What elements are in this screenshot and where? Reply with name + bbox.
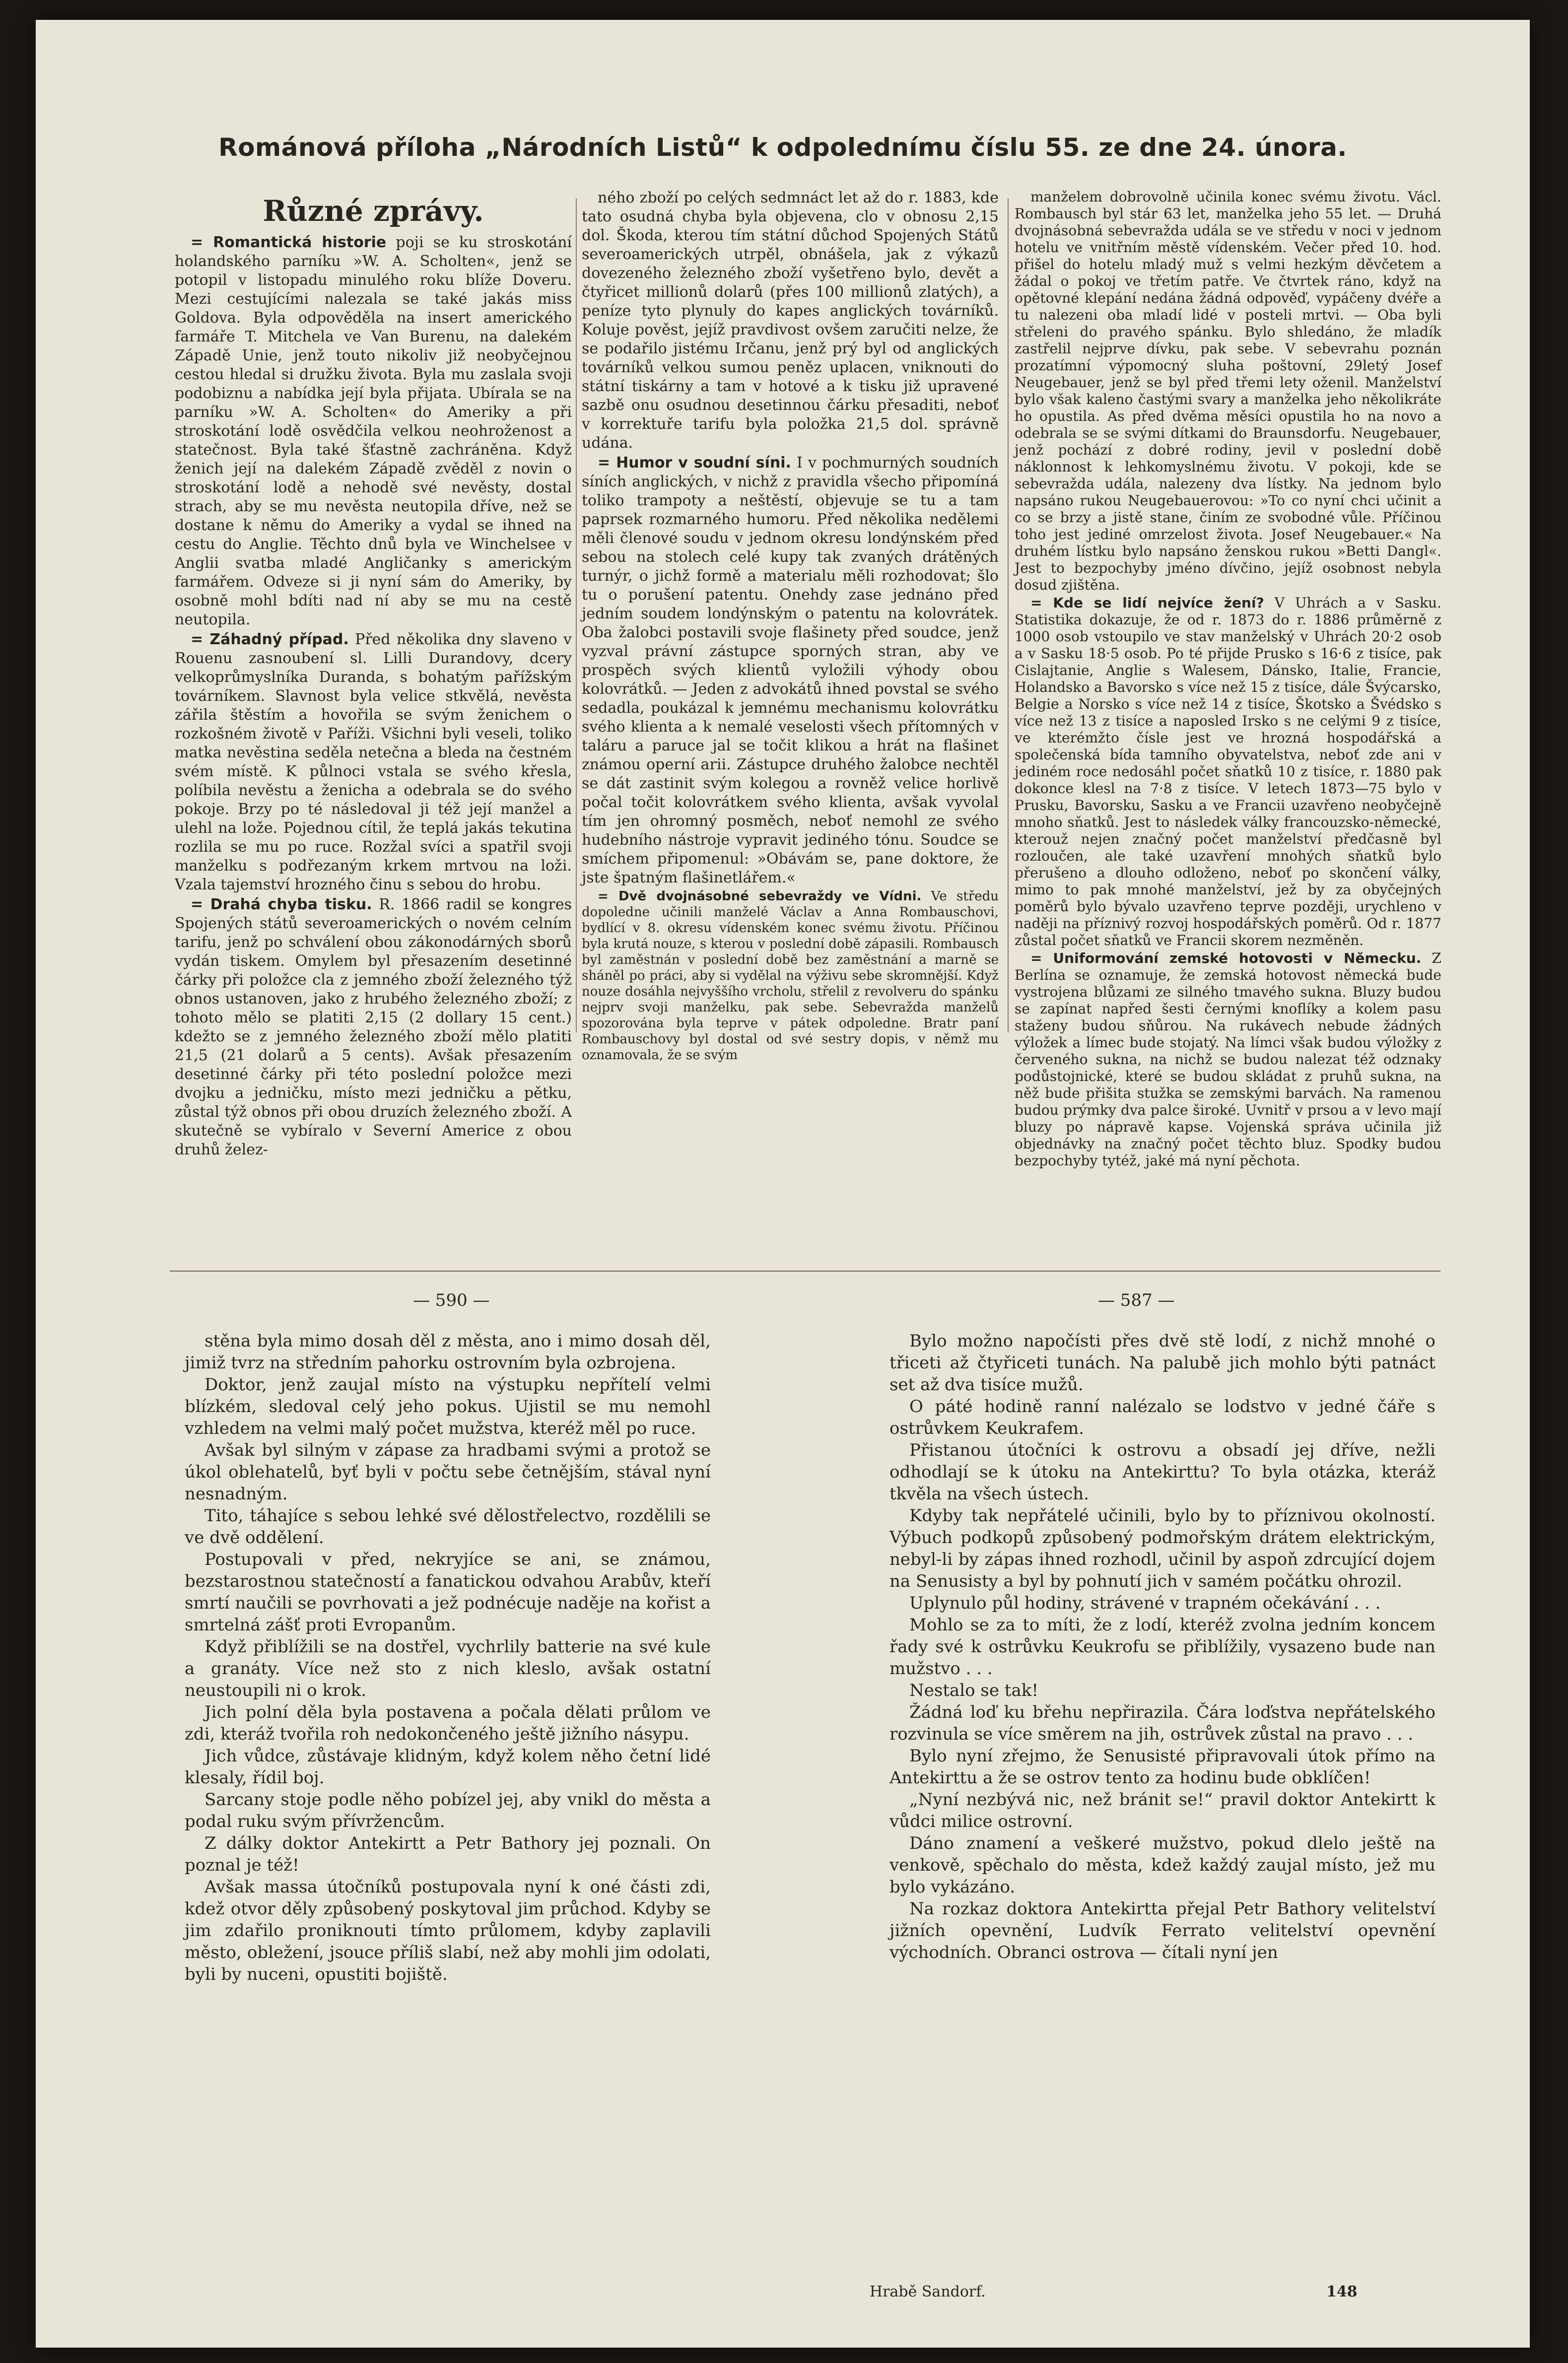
novel-paragraph: Avšak byl silným v zápase za hradbami svými a protož se úkol oblehatelů, byť byli v počtu sebe četnějším, stával nyní nesnadným. (185, 1440, 711, 1504)
novel-paragraph: Bylo možno napočísti přes dvě stě lodí, z nichž mnohé o třiceti až čtyřiceti tunách. Na palubě jich mohlo býti patnáct set až dva tisíce mužů. (889, 1331, 1435, 1395)
article-text: poji se ku stroskotání holandského parníku »W. A. Scholten«, jenž se potopil v listopadu minulého roku blíže Doveru. Mezi cestujícími nalezala se také jakás miss Goldova. Byla odpověděla na insert amerického farmáře T. Mitchela ve Van Burenu, na dalekém Západě Unie, jenž touto nikoliv již neobyčejnou cestou hledal si družku života. Byla mu zaslala svoji podobiznu a nabídka její byla přijata. Ubírala se na parníku »W. A. Scholten« do Ameriky a při stroskotání lodě osvědčila velkou neohroženost a statečnost. Byla také šťastně zachráněna. Když ženich její na dalekém Západě zvěděl z novin o stroskotání lodě a nehodě své nevěsty, dostal strach, aby se mu nevěsta neutopila dříve, než se dostane k němu do Ameriky a vydal se ihned na cestu do Anglie. Těchto dnů byla ve Winchelsee v Anglii svatba mladé Angličanky s americkým farmářem. Odveze si ji nyní sám do Ameriky, by osobně mohl bdíti nad ní aby se mu na cestě neutopila. (175, 234, 572, 628)
article-heading: = Kde se lidí nejvíce žení? (1030, 595, 1264, 611)
article-heading: = Drahá chyba tisku. (191, 896, 372, 913)
column-1 (175, 189, 572, 1160)
novel-paragraph: Jich polní děla byla postavena a počala dělati průlom ve zdi, kteráž tvořila roh nedokončeného ještě jižního násypu. (185, 1702, 711, 1744)
article-text: Ve středu dopoledne učinili manželé Václav a Anna Rombauschovi, bydlící v 8. okresu vídenském konec svému životu. Příčinou byla krutá nouze, s kterou v poslední době zápasili. Rombausch byl zaměstnán v poslední době bez zaměstnání a marně se sháněl po práci, aby si vydělal na výživu sebe skromnější. Když nouze dosáhla nejvyššího vrcholu, střelil z revolveru do spánku nejprv svoji manželku, pak sebe. Sebevražda manželů spozorována byla teprve v pátek odpoledne. Bratr paní Rombauschovy byl dostal od své sestry dopis, v němž mu oznamovala, že se svým (582, 889, 999, 1063)
novel-paragraph: Jich vůdce, zůstávaje klidným, když kolem něho četní lidé klesaly, řídil boj. (185, 1746, 711, 1788)
article-paragraph (175, 895, 572, 1159)
article-text: I v pochmurných soudních síních anglických, v nichž z pravidla všecho připomíná toliko trampoty a neštěstí, objevuje se tu a tam paprsek rozmarného humoru. Před několika nedělemi měli členové soudu v jednom okresu londýnském před sebou na stolech celé kupy tak zvaných drátěných turnýr, o jichž formě a materialu měli rozhodovat; šlo tu o porušení patentu. Onehdy zase jednáno před jedním soudem londýnským o patentu na kolovrátek. Oba žalobci postavili svoje flašinety před soudce, jenž vyzval právní zástupce sporných stran, aby ve prospěch svých klientů vyložili výhody obou kolovrátků. — Jeden z advokátů ihned povstal se svého sedadla, poukázal k jemnému mechanismu kolovrátku svého klienta a k nemalé veselosti všech přítomných v taláru a paruce jal se točit klikou a hrát na flašinet známou operní arii. Zástupce druhého žalobce nechtěl se dát zastinit svým kolegou a rovněž velice horlivě počal točit kolovrátkem svého klienta, avšak vyvolal tím jen ohromný posměch, neboť nemohl ze svého hudebního nástroje vypravit jediného tónu. Soudce se smíchem připomenul: »Obávám se, pane doktore, že jste špatným flašinetlářem.« (582, 454, 999, 886)
column-1-text (175, 233, 572, 1159)
article-paragraph (175, 630, 572, 894)
novel-paragraph: Uplynulo půl hodiny, strávené v trapném očekávání . . . (909, 1593, 1381, 1613)
footer-title: Hrabě Sandorf. (870, 2283, 986, 2300)
article-paragraph (1015, 950, 1441, 1169)
article-heading: = Humor v soudní síni. (598, 454, 791, 472)
folio-left: — 590 — (413, 1290, 490, 1310)
newspaper-page (36, 20, 1530, 2348)
novel-paragraph: Kdyby tak nepřátelé učinili, bylo by to příznivou okolností. Výbuch podkopů způsobený podmořským drátem elektrickým, nebyl-li by zápas ihned rozhodl, učinil by aspoň zdrcující dojem na Senusisty a byl by pohnutí jich v samém počátku ohrozil. (889, 1506, 1435, 1591)
column-3-text (1015, 189, 1441, 1169)
article-paragraph (175, 233, 572, 629)
column-3 (1015, 189, 1441, 1170)
article-text: ného zboží po celých sedmnáct let až do r. 1883, kde tato osudná chyba byla objevena, clo v obnosu 2,15 dol. Škoda, kterou tím státní důchod Spojených Států severoamerických utrpěl, obnášela, jak z výkazů dovezeného železného zboží vyšetřeno bylo, devět a čtyřicet millionů dolarů (přes 100 millionů zlatých), a peníze tyto plynuly do kapes anglických továrníků. Koluje pověst, jejíž pravdivost ovšem zaručiti nelze, že se podařilo jistému Irčanu, jenž prý byl od anglických továrníků velkou sumou peněz uplacen, vniknouti do státní tiskárny a tam v hotové a k tisku již upravené sazbě onu osudnou desetinnou čárku přesaditi, neboť v korrektuře tarifu byla položka 21,5 dol. správně udána. (582, 189, 999, 452)
column-title: Různé zprávy. (263, 194, 484, 228)
novel-paragraph: Bylo nyní zřejmo, že Senusisté připravovali útok přímo na Antekirttu a že se ostrov tento za hodinu bude obklíčen! (889, 1746, 1435, 1788)
novel-paragraph: „Nyní nezbývá nic, než bránit se!“ pravil doktor Antekirtt k vůdci milice ostrovní. (889, 1790, 1435, 1831)
article-text: Před několika dny slaveno v Rouenu zasnoubení sl. Lilli Durandovy, dcery velkoprůmyslníka Duranda, s bohatým pařížským továrníkem. Slavnost byla velice stkvělá, nevěsta zářila štěstím a hovořila se svým ženichem o rozkošném životě v Paříži. Všichni byli veseli, toliko matka nevěstina seděla netečna a bleda na čestném svém místě. K půlnoci vstala se svého křesla, políbila nevěstu a ženicha a odebrala se do svého pokoje. Brzy po té následoval ji též její manžel a ulehl na lože. Pojednou cítil, že teplá jakás tekutina rozlila se mu po ruce. Rozžal svíci a spatřil svoji manželku s podřezaným krkem mrtvou na loži. Vzala tajemství hrozného činu s sebou do hrobu. (175, 631, 572, 893)
column-2 (582, 189, 999, 1064)
article-text: R. 1866 radil se kongres Spojených států severoamerických o novém celním tarifu, jenž po schválení obou zákonodárných sborů vydán tiskem. Omylem byl přesazením desetinné čárky při položce cla z jemného zboží železného týž obnos ustanoven, jako z hrubého železného zboží; z tohoto mělo se platiti 2,15 (2 dollary 15 cent.) kdežto se z jemného železného zboží mělo platiti 21,5 (21 dolarů a 5 cents). Avšak přesazením desetinné čárky při této poslední položce mezi dvojku a jedničku, místo mezi jedničku a pětku, zůstal týž obnos při obou druzích železného zboží. A skutečně se vybíralo v Severní Americe z obou druhů želez- (175, 896, 572, 1158)
article-heading: = Uniformování zemské hotovosti v Německu. (1030, 950, 1422, 966)
novel-paragraph: Žádná loď ku břehu nepřirazila. Čára loďstva nepřátelského rozvinula se více směrem na jih, ostrůvek zůstal na pravo . . . (889, 1702, 1435, 1744)
novel-paragraph: Přistanou útočníci k ostrovu a obsadí jej dříve, nežli odhodlají se k útoku na Antekirttu? To byla otázka, kteráž tkvěla na všech ústech. (889, 1440, 1435, 1504)
article-paragraph (1015, 189, 1441, 594)
novel-right-page (889, 1330, 1435, 1963)
novel-paragraph: Na rozkaz doktora Antekirtta přejal Petr Bathory velitelství jižních opevnění, Ludvík Ferrato velitelství opevnění východních. Obranci ostrova — čítali nyní jen (889, 1899, 1435, 1962)
article-paragraph (1015, 595, 1441, 949)
novel-paragraph: Avšak massa útočníků postupovala nyní k oné části zdi, kdež otvor děly způsobený poskytoval jim průchod. Kdyby se jim zdařilo proniknouti tímto průlomem, kdyby zaplavili město, obležení, jsouce příliš slabí, než aby mohli jim odolati, byli by nuceni, opustiti bojiště. (185, 1877, 711, 1984)
novel-paragraph: Když přiblížili se na dostřel, vychrlily batterie na své kule a granáty. Více než sto z nich kleslo, avšak ostatní neustoupili ni o krok. (185, 1637, 711, 1700)
article-paragraph (582, 454, 999, 887)
novel-paragraph: Z dálky doktor Antekirtt a Petr Bathory jej poznali. On poznal je též! (185, 1833, 711, 1875)
novel-paragraph: Doktor, jenž zaujal místo na výstupku nepřítelí velmi blízkém, sledoval celý jeho pokus. Ujistil se mu nemohl vzhledem na velmi malý počet mužstva, kteréž měl po ruce. (185, 1375, 711, 1438)
novel-paragraph: Mohlo se za to míti, že z lodí, kteréž zvolna jedním koncem řady své k ostrůvku Keukrofu se přiblížily, vysazeno bude nan mužstvo . . . (889, 1615, 1435, 1679)
section-divider (170, 1271, 1440, 1272)
novel-paragraph: Dáno znamení a veškeré mužstvo, pokud dlelo ještě na venkově, spěchalo do města, kdež každý zaujal místo, jež mu bylo vykázáno. (889, 1833, 1435, 1897)
novel-paragraph: Nestalo se tak! (909, 1681, 1038, 1700)
novel-paragraph: Sarcany stoje podle něho pobízel jej, aby vnikl do města a podal ruku svým přívržencům. (185, 1790, 711, 1831)
article-heading: = Romantická historie (191, 234, 387, 251)
article-heading: = Záhadný případ. (191, 631, 349, 648)
novel-paragraph: Postupovali v před, nekryjíce se ani, se známou, bezstarostnou statečností a fanatickou odvahou Arabův, kteří smrtí naučili se povrhovati a jež podnécuje naděje na kořist a smrtelná zášť proti Evropanům. (185, 1550, 711, 1635)
article-text: manželem dobrovolně učinila konec svému životu. Václ. Rombausch byl stár 63 let, manželka jeho 55 let. — Druhá dvojnásobná sebevražda udála se ve středu v noci v jednom hotelu ve vnitřním městě vídenském. Večer před 10. hod. přišel do hotelu mladý muž s velmi hezkým děvčetem a žádal o pokoj ve třetím patře. Ve čtvrtek ráno, když na opětovné klepání nedána žádná odpověď, vypáčeny dvéře a tu nalezeni oba mladí lidé v posteli mrtvi. — Oba byli střeleni do pravého spánku. Bylo shledáno, že mladík zastřelil nejprve dívku, pak sebe. V sebevrahu poznán prozatímní výpomocný sluha poštovní, 29letý Josef Neugebauer, jenž se byl před třemi lety oženil. Manželství bylo však kaleno častými svary a manželka jeho několikráte ho opustila. As před dvěma měsíci opustila ho na novo a odebrala se se svými dítkami do Braunsdorfu. Neugebauer, jenž pochází z dobré rodiny, jevil v poslední době náklonnost k lehkomyslnému životu. V pokoji, kde se sebevražda udála, nalezeny dva lístky. Na jednom bylo napsáno rukou Neugebauerovou: »To co nyní chci učinit a co se brzy a jistě stane, činím ze svobodné vůle. Příčinou toho jest jediné omrzelost života. Josef Neugebauer.« Na druhém lístku bylo napsáno ženskou rukou »Betti Dangl«. Jest to bezpochyby jméno dívčino, jejíž osobnost nebyla dosud zjištěna. (1015, 189, 1441, 593)
article-paragraph (582, 888, 999, 1063)
novel-paragraph: stěna byla mimo dosah děl z města, ano i mimo dosah děl, jimiž tvrz na středním pahorku ostrovním byla ozbrojena. (185, 1331, 711, 1373)
folio-right: — 587 — (1098, 1290, 1175, 1310)
column-rule (576, 199, 577, 1032)
article-heading: = Dvě dvojnásobné sebevraždy ve Vídni. (598, 889, 922, 904)
column-rule (1008, 199, 1009, 1032)
article-paragraph (582, 189, 999, 453)
page-header: Románová příloha „Národních Listů“ k odpolednímu číslu 55. ze dne 24. února. (218, 133, 1347, 162)
article-text: Z Berlína se oznamuje, že zemská hotovost německá bude vystrojena blůzami ze silného tmavého sukna. Bluzy budou se zapínat napřed šesti černými knoflíky a kolem pasu staženy budou sňůrou. Na rukávech nebude žádných výložek a límec bude stojatý. Na límci však budou výložky z červeného sukna, na nichž se budou nalezat též odznaky podůstojnické, které se budou skládat z pruhů sukna, na něž bude přišita stužka se zemskými barvách. Na ramenou budou prýmky dva palce široké. Uvnitř v prsou a v levo mají bluzy po nápravě kapse. Vojenská správa učinila již objednávky na značný počet těchto bluz. Spodky budou bezpochyby tytéž, jaké má nyní pěchota. (1015, 950, 1441, 1169)
column-2-text (582, 189, 999, 1063)
novel-paragraph: Tito, táhajíce s sebou lehké své dělostřelectvo, rozdělili se ve dvě oddělení. (185, 1506, 711, 1548)
novel-left-page (185, 1330, 711, 1985)
novel-paragraph: O páté hodině ranní nalézalo se lodstvo v jedné čáře s ostrůvkem Keukrafem. (889, 1397, 1435, 1438)
footer-page-number: 148 (1326, 2283, 1358, 2300)
article-text: V Uhrách a v Sasku. Statistika dokazuje, že od r. 1873 do r. 1886 průměrně z 1000 osob vstoupilo ve stav manželský v Uhrách 20·2 osob a v Sasku 18·5 osob. Po té přijde Prusko s 16·6 z tisíce, pak Cislajtanie, Anglie s Walesem, Dánsko, Italie, Francie, Holandsko a Bavorsko s více než 15 z tisíce, dále Švýcarsko, Belgie a Norsko s více než 14 z tisíce, Škotsko a Švédsko s více než 13 z tisíce a naposled Irsko s ne celými 9 z tisíce, ve kterémžto čísle jest ve hrozná hospodářská a společenská bída tamního obyvatelstva, neboť zde ani v jediném roce nedosáhl počet sňatků 10 z tisíce, r. 1880 pak dokonce klesl na 7·8 z tisíce. V letech 1873—75 bylo v Prusku, Bavorsku, Sasku a ve Francii uzavřeno neobyčejně mnoho sňatků. Jest to následek války francouzsko-německé, kterouž nejen značný počet manželství předčasně byl rozloučen, ale také uzavření mnohých sňatků bylo přerušeno a dlouho odloženo, neboť po skončení války, mimo to pak mnohé manželství, jež by za obyčejných poměrů bylo bývalo uzavřeno teprve později, urychleno v naději na příznivý rozvoj hospodářských poměrů. Od r. 1877 zůstal počet sňatků ve Francii skorem nezměněn. (1015, 595, 1441, 948)
